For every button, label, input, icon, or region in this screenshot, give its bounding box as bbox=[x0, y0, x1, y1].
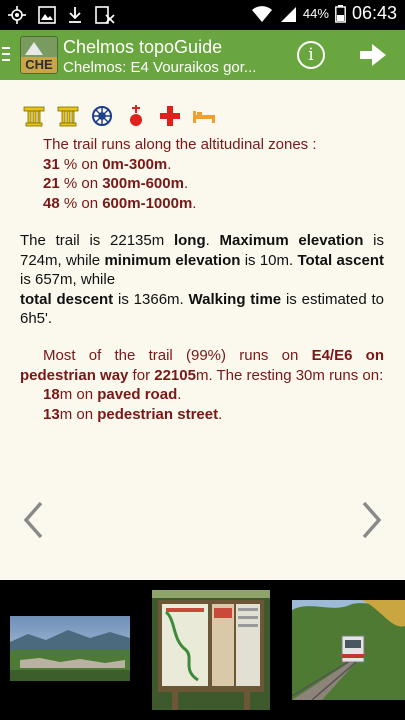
column-icon bbox=[22, 104, 46, 128]
signal-icon bbox=[279, 5, 297, 23]
forward-arrow-icon[interactable] bbox=[358, 42, 388, 68]
wifi-icon bbox=[251, 5, 273, 23]
app-title: Chelmos topoGuide bbox=[63, 37, 223, 57]
trail-stats: The trail is 22135m long. Maximum elevation is 724m, while minimum elevation is 10m. Total ascent is 657m, while total descent is 1366m. Walking time is estimated to 6h5'. bbox=[20, 232, 384, 327]
gallery-icon bbox=[38, 6, 56, 24]
clock: 06:43 bbox=[351, 3, 397, 23]
photo-thumbnail[interactable] bbox=[152, 590, 270, 710]
zone-row: 21 % on 300m-600m. bbox=[43, 175, 189, 192]
feature-icons bbox=[22, 104, 216, 128]
zone-row: 48 % on 600m-1000m. bbox=[43, 194, 197, 212]
column-icon bbox=[56, 104, 80, 128]
wheel-icon bbox=[90, 104, 114, 128]
zones-intro: The trail runs along the altitudinal zones : bbox=[43, 136, 317, 153]
trail-surfaces: Most of the trail (99%) runs on E4/E6 on pedestrian way for 22105m. The resting 30m runs on: 18m on paved road. 13m on pedestrian street. bbox=[20, 347, 385, 423]
bed-icon bbox=[192, 104, 216, 128]
cross-icon bbox=[158, 104, 182, 128]
photo-gallery[interactable] bbox=[0, 580, 405, 720]
previous-arrow-icon[interactable] bbox=[22, 500, 44, 540]
battery-percent: 44% bbox=[302, 6, 329, 21]
photo-thumbnail[interactable] bbox=[292, 600, 405, 700]
app-logo[interactable] bbox=[20, 36, 58, 74]
logo-text: CHE bbox=[25, 57, 53, 72]
drawer-menu-icon[interactable] bbox=[2, 47, 10, 65]
zone-row: 31 % on 0m-300m. bbox=[43, 155, 172, 173]
surface-row: 13m on pedestrian street. bbox=[43, 405, 223, 423]
app-bar bbox=[0, 30, 405, 80]
next-arrow-icon[interactable] bbox=[361, 500, 383, 540]
altitudinal-zones bbox=[20, 135, 384, 213]
photo-thumbnail[interactable] bbox=[10, 616, 130, 681]
status-bar bbox=[0, 0, 405, 30]
location-icon bbox=[8, 6, 26, 24]
battery-icon bbox=[335, 5, 346, 23]
info-button[interactable] bbox=[297, 41, 325, 69]
app-subtitle: Chelmos: E4 Vouraikos gor... bbox=[63, 59, 257, 76]
download-icon bbox=[67, 6, 83, 24]
monastery-icon bbox=[124, 104, 148, 128]
info-icon: i bbox=[308, 45, 314, 65]
surface-row: 18m on paved road. bbox=[43, 386, 182, 403]
sim-missing-icon bbox=[95, 6, 115, 24]
trail-details[interactable] bbox=[0, 80, 405, 580]
